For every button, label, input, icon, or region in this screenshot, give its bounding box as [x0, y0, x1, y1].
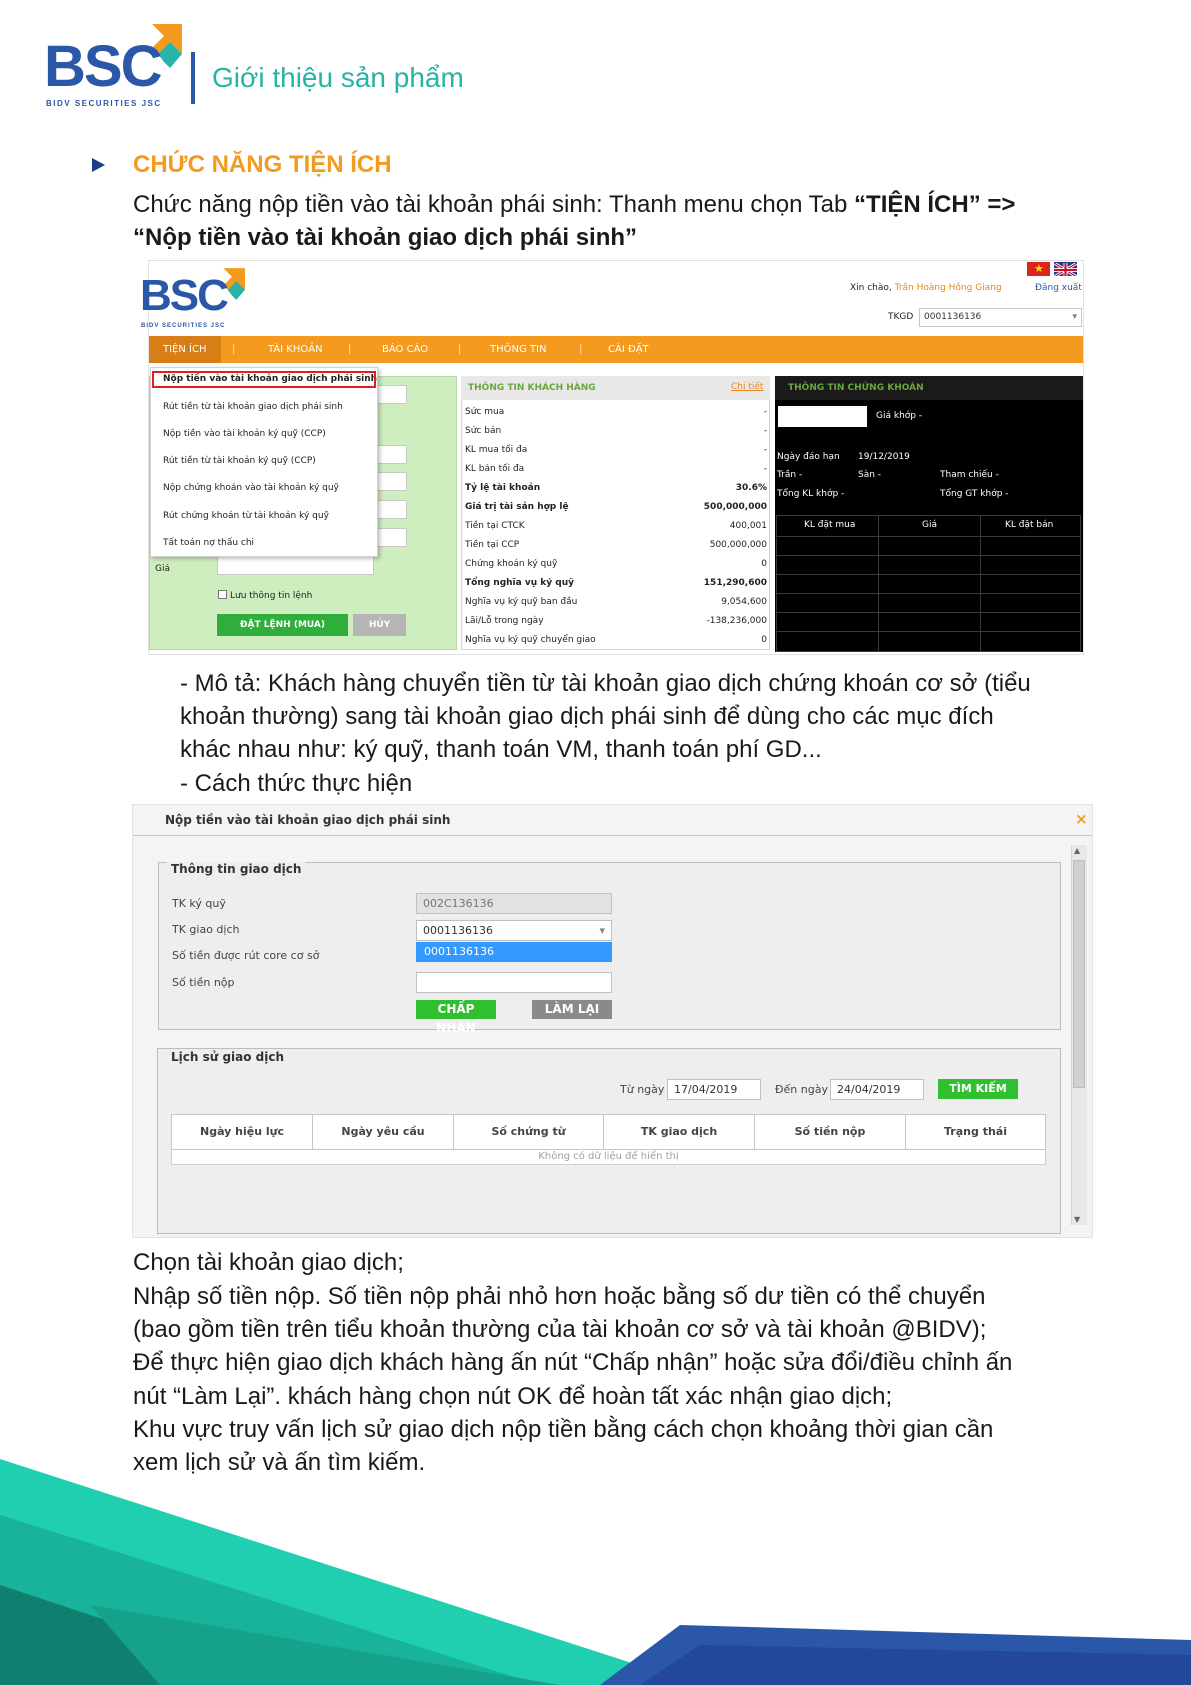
col-effective-date[interactable]: Ngày hiệu lực	[172, 1115, 313, 1149]
info-row-value: -	[763, 445, 767, 455]
info-row-label: Sức bán	[465, 426, 502, 436]
info-row-label: Nghĩa vụ ký quỹ ban đầu	[465, 597, 578, 607]
accept-button[interactable]: CHẤP NHẬN	[416, 1000, 496, 1019]
order-book-table	[776, 515, 1081, 652]
checkbox-icon[interactable]	[218, 590, 227, 599]
logout-link[interactable]: Đăng xuất	[1035, 283, 1082, 293]
description-line: - Mô tả: Khách hàng chuyển tiền từ tài khoản giao dịch chứng khoán cơ sở (tiểu	[180, 670, 1031, 697]
tkgd-label: TKGD	[888, 312, 914, 322]
empty-table-message: Không có dữ liệu để hiển thị	[171, 1150, 1046, 1165]
customer-info-title: THÔNG TIN KHÁCH HÀNG	[468, 383, 596, 393]
uk-flag-icon[interactable]	[1054, 262, 1077, 276]
ceiling-price: Trần -	[777, 470, 803, 480]
col-trading-account[interactable]: TK giao dịch	[604, 1115, 755, 1149]
col-voucher-number[interactable]: Số chứng từ	[454, 1115, 604, 1149]
reset-button[interactable]: LÀM LẠI	[532, 1000, 612, 1019]
page-header-title: Giới thiệu sản phẩm	[212, 62, 464, 93]
bullet-triangle-icon	[92, 158, 105, 172]
from-date-label: Từ ngày	[620, 1083, 665, 1096]
greeting-label: Xin chào,	[850, 283, 892, 293]
info-row-value: -138,236,000	[706, 616, 767, 626]
grid-row-line	[777, 555, 1080, 556]
greeting	[850, 283, 1002, 293]
language-flags	[1027, 262, 1081, 281]
step-line: Để thực hiện giao dịch khách hàng ấn nút “Chấp nhận” hoặc sửa đổi/điều chỉnh ấn	[133, 1349, 1013, 1376]
section-title: CHỨC NĂNG TIỆN ÍCH	[133, 151, 392, 178]
info-row-value: 151,290,600	[703, 578, 767, 588]
screenshot-logo-text: BSC	[140, 271, 227, 320]
info-row-value: 0	[761, 559, 767, 569]
info-row-value: -	[763, 407, 767, 417]
customer-info-detail-link[interactable]: Chi tiết	[731, 382, 764, 392]
customer-info-row	[465, 479, 767, 498]
stock-info-title: THÔNG TIN CHỨNG KHOÁN	[788, 383, 924, 393]
customer-info-row	[465, 517, 767, 536]
customer-info-row	[465, 574, 767, 593]
customer-info-row	[465, 422, 767, 441]
customer-info-row	[465, 441, 767, 460]
screenshot-bsc-logo	[140, 268, 250, 330]
menu-separator: |	[458, 344, 462, 355]
info-row-value: 30.6%	[735, 483, 767, 493]
menu-tab-bao-cao[interactable]: BÁO CÁO	[382, 344, 429, 355]
floor-price: Sàn -	[858, 470, 882, 480]
customer-info-row	[465, 403, 767, 422]
intro-menu-path: “Nộp tiền vào tài khoản giao dịch phái sinh”	[133, 224, 638, 251]
header-divider	[191, 52, 195, 104]
grid-row-line	[777, 593, 1080, 594]
info-row-label: Nghĩa vụ ký quỹ chuyển giao	[465, 635, 596, 645]
info-row-value: 500,000,000	[709, 540, 767, 550]
reference-price: Tham chiếu -	[940, 470, 999, 480]
info-row-label: Tổng nghĩa vụ ký quỹ	[465, 578, 574, 588]
total-matched-volume: Tổng KL khớp -	[777, 489, 845, 499]
customer-info-row	[465, 498, 767, 517]
to-date-input[interactable]: 24/04/2019	[830, 1079, 924, 1100]
menu-tab-tai-khoan[interactable]: TÀI KHOẢN	[268, 344, 323, 355]
info-row-value: 500,000,000	[703, 502, 767, 512]
tkgd-select[interactable]: 0001136136 ▾	[919, 308, 1082, 327]
step-line: (bao gồm tiền trên tiểu khoản thường của tài khoản cơ sở và tài khoản @BIDV);	[133, 1316, 987, 1343]
customer-info-row	[465, 631, 767, 650]
info-row-label: Tiền tại CTCK	[465, 521, 525, 531]
menu-item-withdraw-ccp[interactable]: Rút tiền từ tài khoản ký quỹ (CCP)	[163, 456, 316, 466]
step-line: xem lịch sử và ấn tìm kiếm.	[133, 1449, 426, 1476]
customer-info-row	[465, 593, 767, 612]
intro-paragraph	[133, 188, 1133, 221]
info-row-label: Chứng khoán ký quỹ	[465, 559, 558, 569]
grid-row-line	[777, 631, 1080, 632]
info-row-value: -	[763, 426, 767, 436]
menu-item-deposit-ccp[interactable]: Nộp tiền vào tài khoản ký quỹ (CCP)	[163, 429, 326, 439]
match-price: Giá khớp -	[876, 411, 923, 421]
price-input[interactable]	[217, 556, 374, 575]
info-row-value: -	[763, 464, 767, 474]
utility-dropdown-menu	[150, 367, 378, 557]
total-matched-value: Tổng GT khớp -	[940, 489, 1009, 499]
close-icon[interactable]: ×	[1075, 810, 1088, 828]
to-date-label: Đến ngày	[775, 1083, 828, 1096]
menu-item-withdraw-securities[interactable]: Rút chứng khoán từ tài khoản ký quỹ	[163, 511, 329, 521]
info-row-label: KL bán tối đa	[465, 464, 525, 474]
grid-row-line	[777, 536, 1080, 537]
intro-text: Chức năng nộp tiền vào tài khoản phái sinh: Thanh menu chọn Tab	[133, 191, 855, 218]
user-name: Trần Hoàng Hồng Giang	[894, 283, 1002, 293]
info-row-label: Tỷ lệ tài khoản	[465, 483, 541, 493]
search-button[interactable]: TÌM KIẾM	[938, 1079, 1018, 1099]
deposit-amount-input[interactable]	[416, 972, 612, 993]
save-order-checkbox[interactable]	[218, 590, 312, 601]
menu-item-settle-overdraft[interactable]: Tất toán nợ thấu chi	[163, 538, 255, 548]
withdrawable-amount-label: Số tiền được rút core cơ sở	[172, 949, 320, 962]
grid-row-line	[777, 612, 1080, 613]
logo-subtext: BIDV SECURITIES JSC	[46, 99, 162, 108]
maturity-label: Ngày đáo hạn	[777, 452, 840, 462]
customer-info-row	[465, 612, 767, 631]
step-line: Khu vực truy vấn lịch sử giao dịch nộp tiền bằng cách chọn khoảng thời gian cần	[133, 1416, 994, 1443]
info-row-label: Sức mua	[465, 407, 505, 417]
menu-tab-thong-tin[interactable]: THÔNG TIN	[490, 344, 547, 355]
scrollbar-thumb[interactable]	[1073, 860, 1085, 1088]
description-line: khoản thường) sang tài khoản giao dịch phái sinh để dùng cho các mục đích	[180, 703, 994, 730]
menu-tab-tien-ich[interactable]: TIỆN ÍCH	[149, 336, 221, 363]
intro-tab-name: “TIỆN ÍCH” =>	[854, 191, 1016, 218]
history-table-header	[171, 1114, 1046, 1150]
grid-row-line	[777, 574, 1080, 575]
book-header-sell-volume: KL đặt bán	[1005, 520, 1054, 530]
how-to-heading: - Cách thức thực hiện	[180, 770, 413, 797]
menu-separator: |	[579, 344, 583, 355]
customer-info-row	[465, 460, 767, 479]
step-line: nút “Làm Lại”. khách hàng chọn nút OK để hoàn tất xác nhận giao dịch;	[133, 1383, 893, 1410]
main-menu-bar	[149, 336, 1083, 363]
col-deposit-amount[interactable]: Số tiền nộp	[755, 1115, 906, 1149]
trading-account-select[interactable]: 0001136136 ▾	[416, 920, 612, 941]
book-header-price: Giá	[922, 520, 937, 530]
margin-account-field: 002C136136	[416, 893, 612, 914]
menu-separator: |	[348, 344, 352, 355]
trading-account-label: TK giao dịch	[172, 923, 240, 936]
logo-text: BSC	[44, 34, 161, 99]
from-date-input[interactable]: 17/04/2019	[667, 1079, 761, 1100]
stock-symbol-input[interactable]	[778, 406, 867, 427]
info-row-label: KL mua tối đa	[465, 445, 528, 455]
menu-separator: |	[232, 344, 236, 355]
info-row-value: 0	[761, 635, 767, 645]
step-line: Nhập số tiền nộp. Số tiền nộp phải nhỏ hơn hoặc bằng số dư tiền có thể chuyển	[133, 1283, 986, 1310]
history-title: Lịch sử giao dịch	[167, 1050, 288, 1064]
maturity-value: 19/12/2019	[858, 452, 910, 462]
col-status[interactable]: Trạng thái	[944, 1125, 1007, 1138]
save-order-label: Lưu thông tin lệnh	[230, 591, 313, 601]
screenshot-logo-subtext: BIDV SECURITIES JSC	[141, 323, 226, 329]
transaction-info-title: Thông tin giao dịch	[167, 862, 305, 876]
book-header-buy-volume: KL đặt mua	[804, 520, 856, 530]
info-row-value: 9,054,600	[721, 597, 767, 607]
step-line: Chọn tài khoản giao dịch;	[133, 1249, 404, 1276]
customer-info-row	[465, 555, 767, 574]
menu-item-deposit-derivative[interactable]: Nộp tiền vào tài khoản giao dịch phái sinh	[163, 374, 378, 384]
place-buy-order-button[interactable]: ĐẶT LỆNH (MUA)	[217, 614, 348, 636]
menu-tab-cai-dat[interactable]: CÀI ĐẶT	[608, 344, 649, 355]
description-line: khác nhau như: ký quỹ, thanh toán VM, thanh toán phí GD...	[180, 736, 822, 763]
trading-account-option[interactable]: 0001136136	[416, 942, 612, 962]
scroll-down-icon[interactable]: ▼	[1074, 1215, 1081, 1224]
deposit-amount-label: Số tiền nộp	[172, 976, 235, 989]
cancel-order-button[interactable]: HỦY	[353, 614, 406, 636]
vietnam-flag-icon[interactable]: ★	[1027, 262, 1050, 276]
info-row-value: 400,001	[729, 521, 767, 531]
footer-decoration	[0, 1455, 1191, 1685]
price-label: Giá	[155, 564, 170, 574]
col-request-date[interactable]: Ngày yêu cầu	[313, 1115, 454, 1149]
margin-account-label: TK ký quỹ	[172, 897, 226, 910]
info-row-label: Tiền tại CCP	[465, 540, 520, 550]
dialog-divider	[133, 835, 1092, 836]
bsc-logo	[44, 24, 180, 110]
info-row-label: Lãi/Lỗ trong ngày	[465, 616, 544, 626]
info-row-label: Giá trị tài sản hợp lệ	[465, 502, 569, 512]
customer-info-row	[465, 536, 767, 555]
highlight-box	[152, 371, 376, 388]
dialog-title: Nộp tiền vào tài khoản giao dịch phái sinh	[165, 813, 451, 827]
menu-item-withdraw-derivative[interactable]: Rút tiền từ tài khoản giao dịch phái sinh	[163, 402, 343, 412]
menu-item-deposit-securities[interactable]: Nộp chứng khoán vào tài khoản ký quỹ	[163, 483, 339, 493]
scroll-up-icon[interactable]: ▲	[1074, 846, 1081, 855]
